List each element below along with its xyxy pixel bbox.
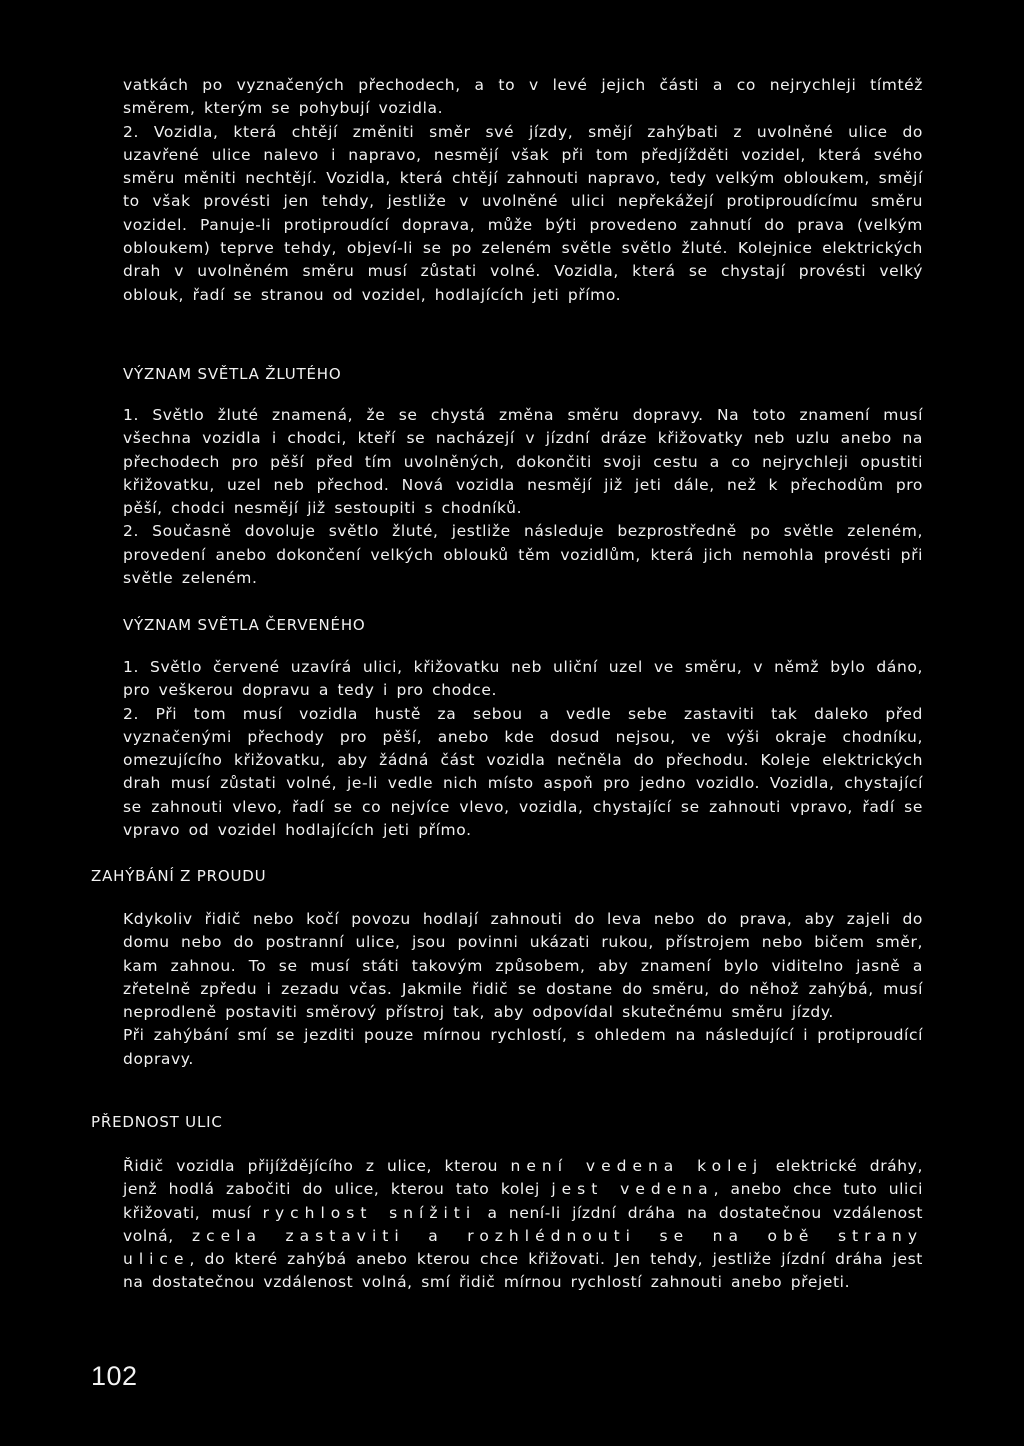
turning-section: [123, 908, 923, 1071]
heading-street-priority: PŘEDNOST ULIC: [91, 1113, 223, 1131]
priority-text-3: , anebo chce tuto ulici křižovati, musí: [123, 1180, 923, 1222]
priority-emphasis-4: zcela zastaviti a rozhlédnouti se na obě strany ulice: [123, 1226, 923, 1269]
turning-paragraph-2: Při zahýbání smí se jezditi pouze mírnou rychlostí, s ohledem na následující i protiproudící dopravy.: [123, 1026, 923, 1068]
yellow-light-section: [123, 404, 923, 590]
priority-emphasis-1: není vedena kolej: [510, 1157, 764, 1175]
priority-paragraph: [123, 1155, 923, 1295]
turning-paragraph-1: Kdykoliv řidič nebo kočí povozu hodlají zahnouti do leva nebo do prava, aby zajeli do domu nebo do postranní ulice, jsou povinni ukázati rukou, přístrojem nebo bičem směr, kam zahnou. To se musí státi takovým způsobem, aby znamení bylo viditelno jasně a zřetelně zpředu i zezadu včas. Jakmile řidič se dostane do směru, do něhož zahýbá, musí neprodleně postaviti směrový přístroj tak, aby odpovídal skutečnému směru jízdy.: [123, 910, 923, 1022]
priority-text-4: a není-li jízdní dráha na dostatečnou vzdálenost volná,: [123, 1203, 924, 1245]
priority-text-1: Řidič vozidla přijíždějícího z ulice, kterou: [123, 1157, 511, 1175]
priority-text-2: elektrické dráhy, jenž hodlá zabočiti do ulice, kterou tato kolej: [123, 1157, 923, 1199]
page-number: 102: [91, 1361, 138, 1391]
yellow-paragraph-1: 1. Světlo žluté znamená, že se chystá změna směru dopravy. Na toto znamení musí všechna vozidla i chodci, kteří se nacházejí v jízdní dráze křižovatky neb uzlu anebo na přechodech pro pěší před tím uvolněných, dokončiti svoji cestu a co nejrychleji opustiti křižovatku, uzel neb přechod. Nová vozidla nesmějí již jeti dále, než k přechodům pro pěší, chodci nesmějí již sestoupiti s chodníků.: [123, 406, 923, 518]
priority-section: [123, 1155, 923, 1295]
heading-turning: ZAHÝBÁNÍ Z PROUDU: [91, 867, 267, 885]
continuation-paragraph-2: 2. Vozidla, která chtějí změniti směr své jízdy, smějí zahýbati z uvolněné ulice do uzavřené ulice nalevo i napravo, nesmějí však při tom předjížděti vozidel, která svého směru měniti nechtějí. Vozidla, která chtějí zahnouti napravo, tedy velkým obloukem, smějí to však provésti jen tehdy, jestliže v uvolněné ulici nepřekážejí protiproudícímu směru vozidel. Panuje-li protiproudící doprava, může býti provedeno zahnutí do prava (velkým obloukem) teprve tehdy, objeví-li se po zeleném světle světlo žluté. Kolejnice elektrických drah v uvolněném směru musí zůstati volné. Vozidla, která se chystají provésti velký oblouk, řadí se stranou od vozidel, hodlajících jeti přímo.: [123, 122, 923, 304]
heading-yellow-light: VÝZNAM SVĚTLA ŽLUTÉHO: [123, 365, 342, 383]
continuation-section: [123, 74, 923, 307]
yellow-paragraph-2: 2. Současně dovoluje světlo žluté, jestliže následuje bezprostředně po světle zeleném, provedení anebo dokončení velkých oblouků těm vozidlům, která jich nemohla provésti při světle zeleném.: [123, 522, 923, 588]
red-light-section: [123, 656, 923, 842]
continuation-paragraph-1: vatkách po vyznačených přechodech, a to v levé jejich části a co nejrychleji tímtéž směrem, kterým se pohybují vozidla.: [123, 76, 923, 118]
heading-red-light: VÝZNAM SVĚTLA ČERVENÉHO: [123, 616, 366, 634]
priority-text-5: , do které zahýbá anebo kterou chce křižovati. Jen tehdy, jestliže jízdní dráha jest na dostatečnou vzdálenost volná, smí řidič mírnou rychlostí zahnouti anebo přejeti.: [123, 1250, 923, 1292]
priority-emphasis-2: jest vedena: [551, 1180, 714, 1199]
red-paragraph-1: 1. Světlo červené uzavírá ulici, křižovatku neb uliční uzel ve směru, v němž bylo dáno, pro veškerou dopravu a tedy i pro chodce.: [123, 658, 923, 700]
priority-emphasis-3: rychlost snížiti: [262, 1203, 477, 1222]
red-paragraph-2: 2. Při tom musí vozidla hustě za sebou a vedle sebe zastaviti tak daleko před vyznačenými přechody pro pěší, anebo kde dosud nejsou, ve výši okraje chodníku, omezujícího křižovatku, aby žádná část vozidla nečněla do přechodu. Koleje elektrických drah musí zůstati volné, je-li vedle nich místo aspoň pro jedno vozidlo. Vozidla, chystající se zahnouti vlevo, řadí se co nejvíce vlevo, vozidla, chystající se zahnouti vpravo, řadí se vpravo od vozidel hodlajících jeti přímo.: [123, 704, 923, 840]
